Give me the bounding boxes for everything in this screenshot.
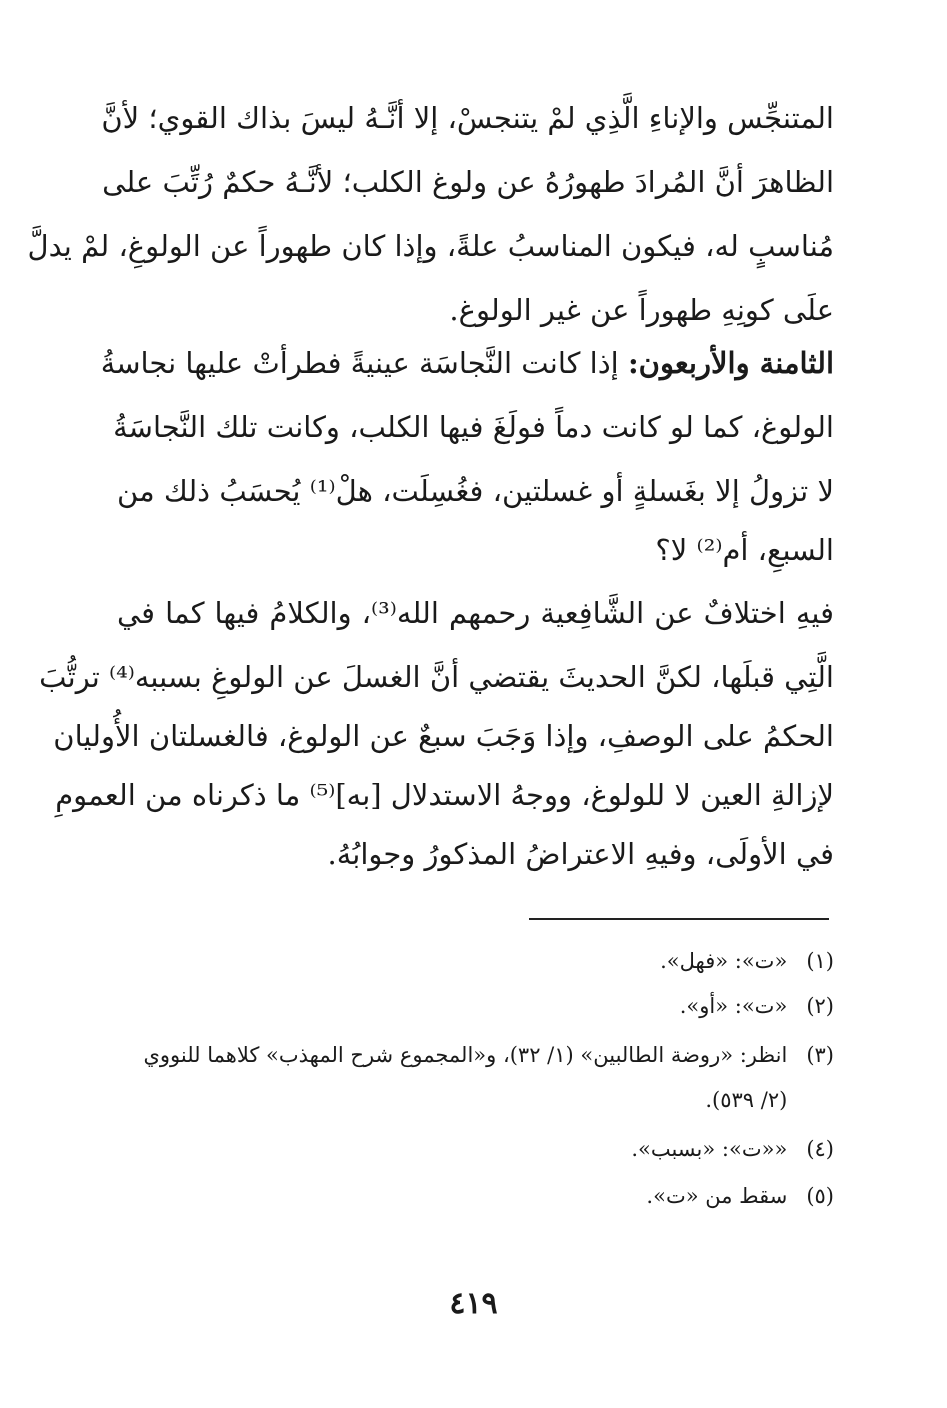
text-line: المتنجِّس والإناءِ الَّذِي لمْ يتنجسْ، إلا أنَّـهُ ليسَ بذاك القوي؛ لأنَّ bbox=[101, 101, 834, 135]
footnote bbox=[114, 1180, 834, 1216]
text-line: السبعِ، أم⁽²⁾ لا؟ bbox=[655, 533, 834, 567]
section-heading: الثامنة والأربعون: bbox=[627, 346, 834, 380]
footnote bbox=[114, 990, 834, 1026]
page-number: ٤١٩ bbox=[449, 1286, 498, 1321]
text-run: إذا كانت النَّجاسَة عينيةً فطرأتْ عليها نجاسةُ bbox=[100, 346, 619, 380]
footnote-text: سقط من «ت». bbox=[646, 1184, 788, 1208]
footnote bbox=[114, 1133, 834, 1169]
text-line: لا تزولُ إلا بغَسلةٍ أو غسلتين، فغُسِلَت، هلْ⁽¹⁾ يُحسَبُ ذلك من bbox=[117, 474, 834, 508]
text-line: لإزالةِ العين لا للولوغ، ووجهُ الاستدلال [به]⁽⁵⁾ ما ذكرناه من العمومِ bbox=[55, 778, 834, 812]
footnote-text: ««ت»: «بسبب». bbox=[631, 1137, 788, 1161]
text-line: الحكمُ على الوصفِ، وإذا وَجَبَ سبعٌ عن الولوغ، فالغسلتان الأُوليان bbox=[53, 719, 834, 753]
text-line: علَى كونِهِ طهوراً عن غير الولوغ. bbox=[449, 293, 834, 327]
footnote-separator bbox=[529, 918, 829, 920]
footnote-text: «ت»: «أو». bbox=[679, 994, 788, 1018]
text-line: فيهِ اختلافٌ عن الشَّافِعية رحمهم الله⁽³⁾، والكلامُ فيها كما في bbox=[117, 596, 834, 630]
footnote-text: (٢/ ٥٣٩). bbox=[705, 1088, 788, 1112]
footnote-number: (١) bbox=[806, 949, 834, 973]
footnote-number: (٤) bbox=[806, 1137, 834, 1161]
text-line: الظاهرَ أنَّ المُرادَ طهورُهُ عن ولوغ الكلب؛ لأنَّـهُ حكمٌ رُتِّبَ على bbox=[102, 165, 834, 199]
text-line: الَّتِي قبلَها، لكنَّ الحديثَ يقتضي أنَّ الغسلَ عن الولوغِ بسببه⁽⁴⁾ ترتُّبَ bbox=[39, 660, 834, 694]
text-line: في الأولَى، وفيهِ الاعتراضُ المذكورُ وجوابُهُ. bbox=[327, 837, 834, 871]
footnote bbox=[114, 1039, 834, 1075]
footnote-number: (٣) bbox=[806, 1043, 834, 1067]
footnote-number: (٥) bbox=[806, 1184, 834, 1208]
text-line: الولوغ، كما لو كانت دماً فولَغَ فيها الكلب، وكانت تلك النَّجاسَةُ bbox=[113, 410, 834, 444]
footnote bbox=[114, 1084, 834, 1120]
footnote-number: (٢) bbox=[806, 994, 834, 1018]
text-line: مُناسبٍ له، فيكون المناسبُ علةً، وإذا كان طهوراً عن الولوغِ، لمْ يدلَّ bbox=[27, 229, 834, 263]
footnote-text: «ت»: «فهل». bbox=[660, 949, 788, 973]
text-line bbox=[100, 343, 834, 387]
footnote bbox=[114, 945, 834, 981]
footnote-text: انظر: «روضة الطالبين» (١/ ٣٢)، و«المجموع شرح المهذب» كلاهما للنووي bbox=[143, 1043, 788, 1067]
